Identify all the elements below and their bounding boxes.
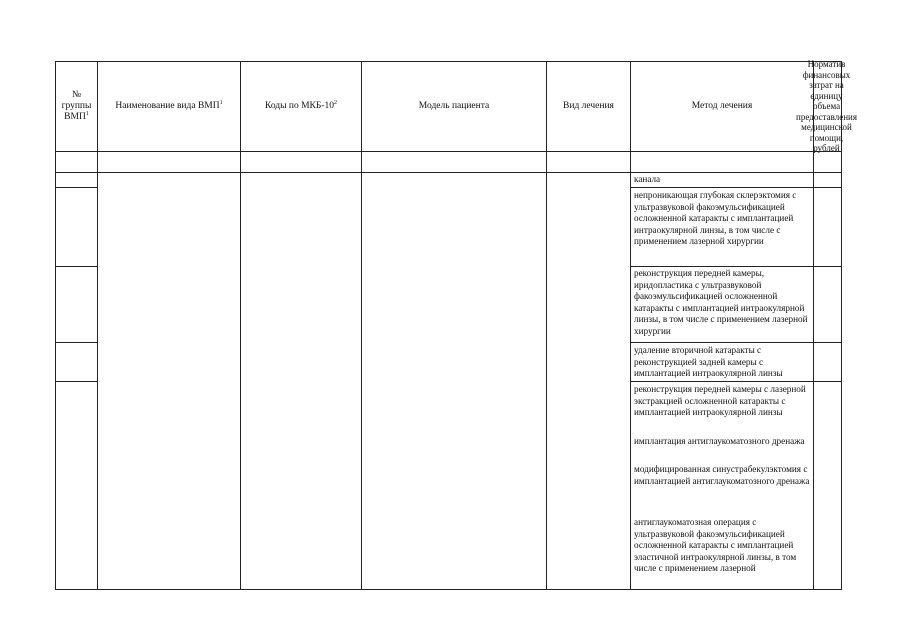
table-border-bottom — [55, 589, 842, 590]
header-patient-model: Модель пациента — [418, 101, 490, 111]
row-line-2b — [630, 266, 842, 267]
row-line-3b — [630, 342, 842, 343]
method-cell-0: канала — [634, 174, 661, 184]
row-line-4b — [630, 381, 842, 382]
row-line-2 — [55, 266, 98, 267]
row-line-1 — [55, 187, 98, 188]
header-cost-norm: Норматив финансовых затрат на единицу объема предоставления медицинской помощи, рублей — [796, 59, 857, 154]
method-cell-1: непроникающая глубокая склерэктомия с ультразвуковой факоэмульсификацией осложненной катаракты с имплантацией интраокулярной линзы, в том числе с применением лазерной хирургии — [634, 190, 797, 247]
method-cell-4: реконструкция передней камеры с лазерной экстракцией осложненной катаракты с имплантацией интраокулярной линзы — [634, 384, 806, 418]
header-bottom-line — [55, 151, 842, 152]
method-cell-2: реконструкция передней камеры, иридопластика с ультразвуковой факоэмульсификацией осложненной катаракты с имплантацией интраокулярной линзы, в том числе с применением лазерной хирургии — [634, 268, 808, 336]
header-treatment-method: Метод лечения — [691, 101, 753, 111]
header-treatment-type: Вид лечения — [563, 101, 614, 111]
header-group-no: № группы ВМП$^1$ — [61, 90, 92, 122]
medical-table — [55, 59, 857, 590]
method-cell-7: антиглаукоматозная операция с ультразвуковой факоэмульсификацией осложненной катаракты с имплантацией эластичной интраокулярной линзы, в том числе с применением лазерной — [634, 517, 797, 574]
header-vmp-name: Наименование вида ВМП$^1$ — [115, 99, 223, 111]
method-cell-6: модифицированная синустрабекулэктомия с имплантацией антиглаукоматозного дренажа — [634, 464, 810, 486]
empty-row-line — [55, 172, 842, 173]
method-cell-3: удаление вторичной катаракты с реконструкцией задней камеры с имплантацией интраокулярной линзы — [634, 345, 783, 379]
row-line-3 — [55, 342, 98, 343]
header-icd-codes: Коды по МКБ-$10^2$ — [264, 99, 338, 111]
row-line-1b — [630, 187, 842, 188]
row-line-4 — [55, 381, 98, 382]
method-cell-5: имплантация антиглаукоматозного дренажа — [634, 436, 805, 446]
